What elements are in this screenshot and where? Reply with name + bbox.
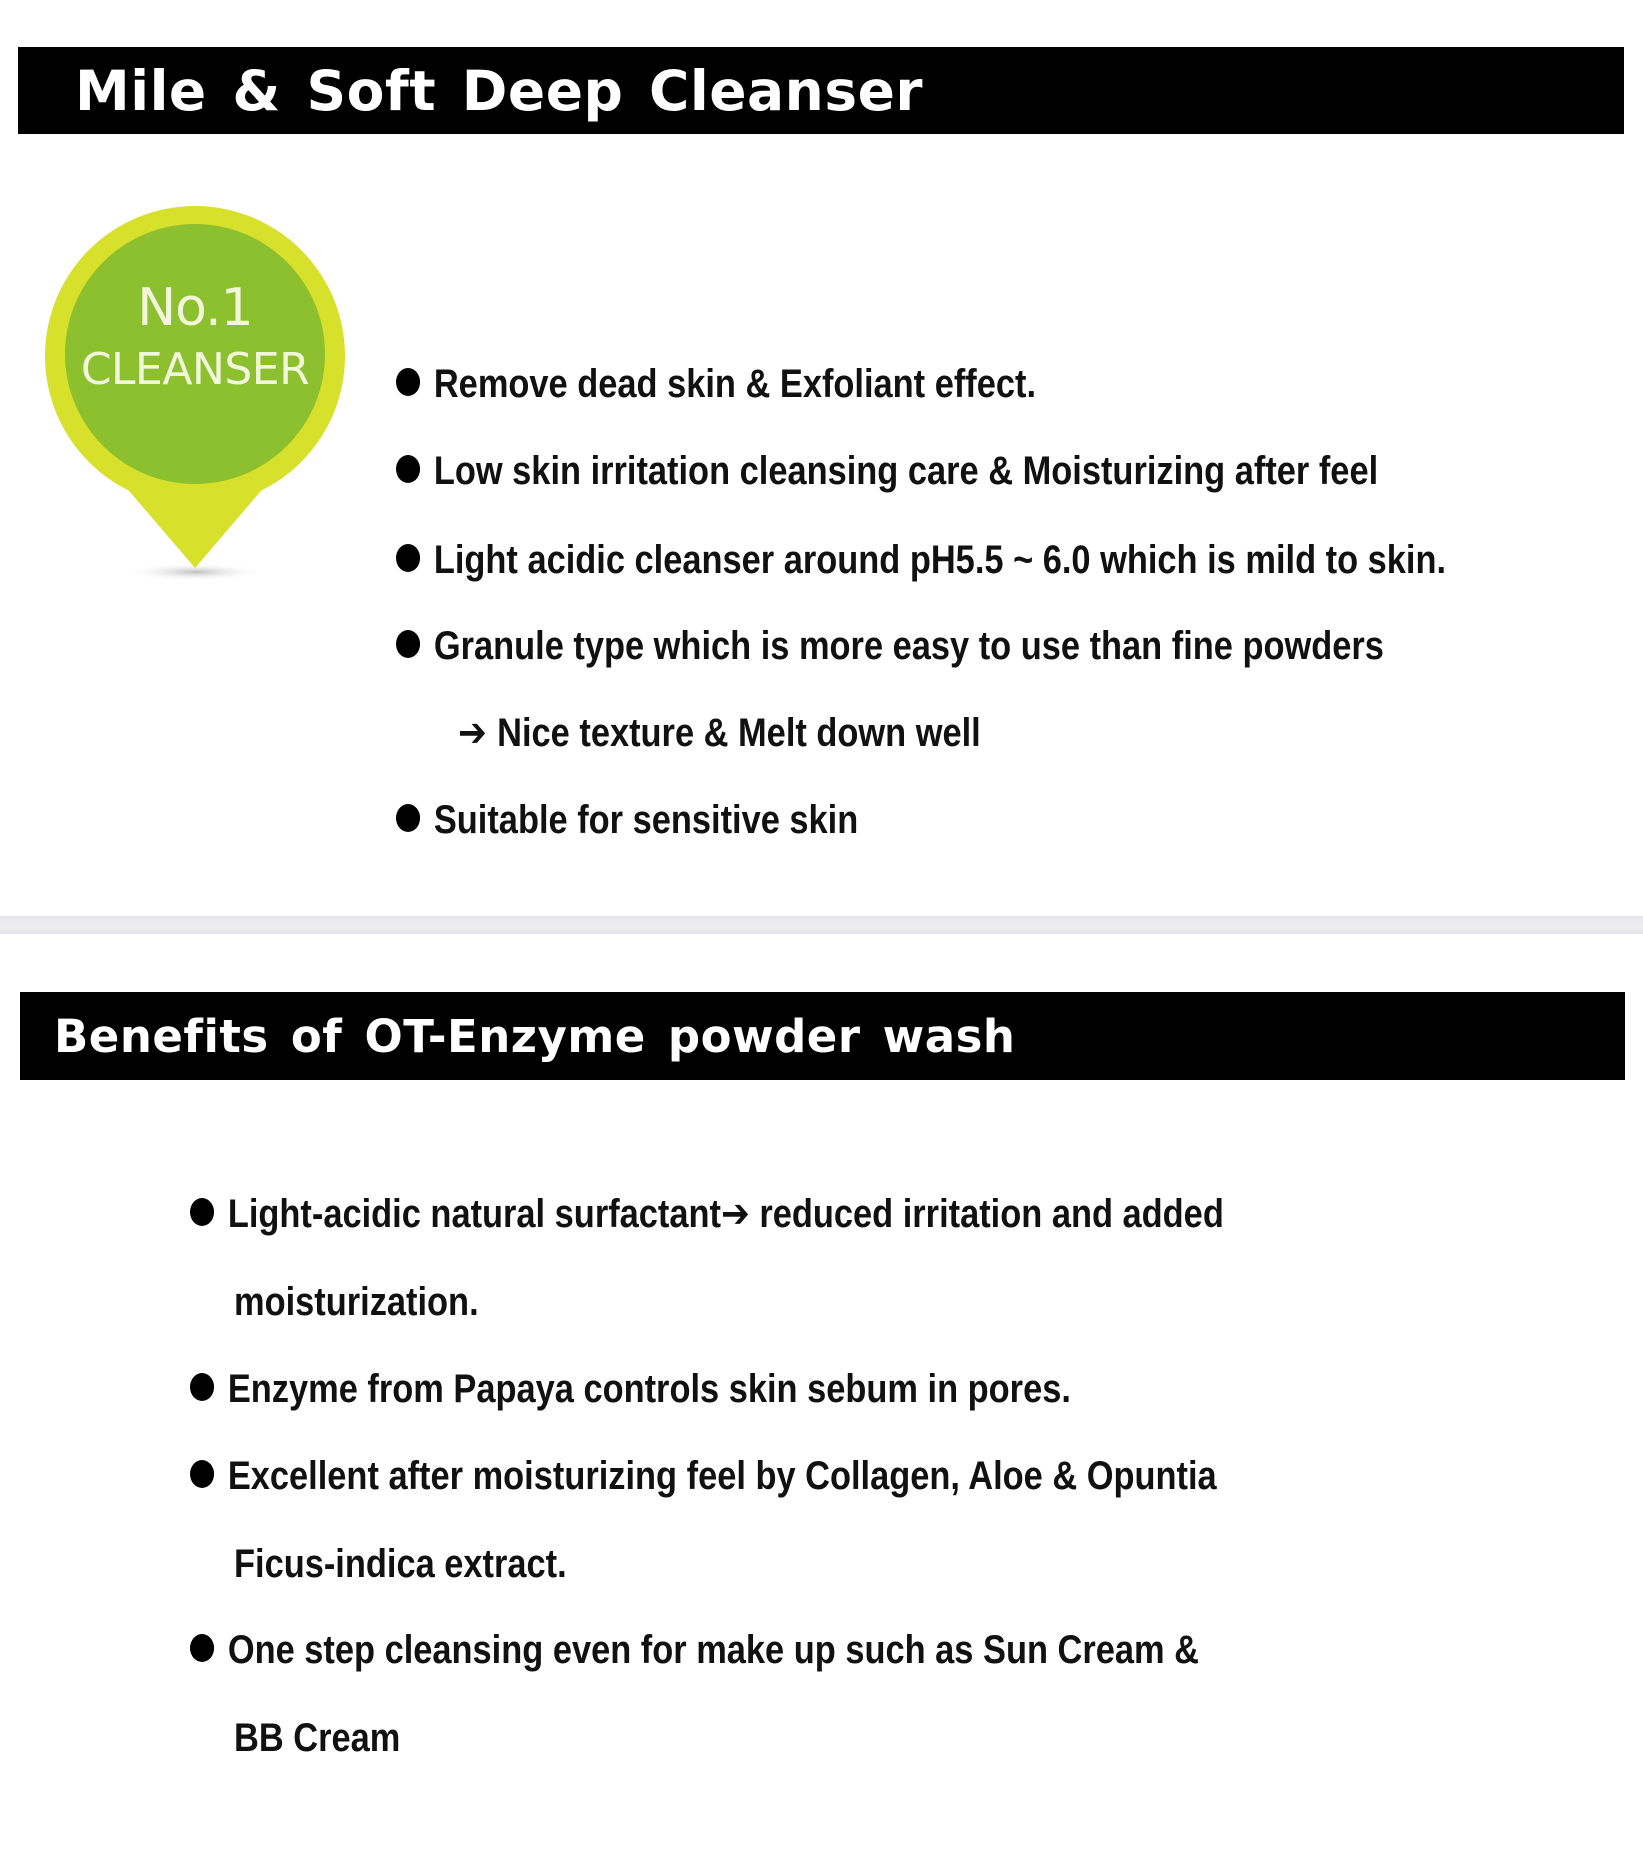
list-item [396, 360, 1036, 408]
benefits-title-bar [20, 992, 1625, 1080]
list-item-text: Enzyme from Papaya controls skin sebum in pores. [227, 1367, 1071, 1411]
list-item [190, 1190, 1224, 1238]
sub-list-item [458, 709, 981, 757]
list-item-text: Excellent after moisturizing feel by Collagen, Aloe & Opuntia [227, 1454, 1217, 1498]
product-title-bar [18, 47, 1624, 134]
list-item [190, 1452, 1217, 1500]
sub-list-item-text: Nice texture & Melt down well [497, 711, 981, 755]
bullet-icon [396, 804, 420, 832]
list-item [190, 1626, 1199, 1674]
list-item-text: Granule type which is more easy to use than fine powders [433, 624, 1384, 668]
list-item [396, 622, 1384, 670]
map-pin-icon [40, 206, 350, 596]
list-item-text: moisturization. [234, 1280, 479, 1324]
bullet-icon [190, 1460, 214, 1488]
list-item [396, 796, 858, 844]
list-item-continuation [234, 1278, 479, 1326]
arrow-right-icon: ➔ [458, 710, 487, 756]
list-item [396, 447, 1378, 495]
no1-cleanser-badge [40, 206, 350, 596]
list-item-continuation [234, 1540, 567, 1588]
badge-line-cleanser: CLEANSER [80, 344, 310, 395]
bullet-icon [190, 1634, 214, 1662]
bullet-icon [396, 368, 420, 396]
list-item-continuation [234, 1714, 400, 1762]
bullet-icon [396, 544, 420, 572]
bullet-icon [396, 455, 420, 483]
list-item-text: Light acidic cleanser around pH5.5 ~ 6.0 which is mild to skin. [433, 538, 1447, 582]
list-item-text-cont: reduced irritation and added [749, 1192, 1224, 1236]
bullet-icon [190, 1373, 214, 1401]
benefits-title: Benefits of OT-Enzyme powder wash [54, 1009, 1016, 1063]
product-title: Mile & Soft Deep Cleanser [75, 58, 923, 123]
list-item-text: Remove dead skin & Exfoliant effect. [433, 362, 1037, 406]
list-item-text: Light-acidic natural surfactant [227, 1192, 721, 1236]
badge-line-no1: No.1 [137, 278, 253, 338]
list-item-text: BB Cream [234, 1716, 401, 1760]
list-item-text: Suitable for sensitive skin [433, 798, 859, 842]
bullet-icon [396, 630, 420, 658]
arrow-right-icon: ➔ [720, 1191, 750, 1237]
list-item [190, 1365, 1071, 1413]
list-item-text: Low skin irritation cleansing care & Moisturizing after feel [433, 449, 1379, 493]
bullet-icon [190, 1198, 214, 1226]
section-divider [0, 916, 1643, 934]
list-item-text: One step cleansing even for make up such as Sun Cream & [227, 1628, 1200, 1672]
list-item [396, 536, 1446, 584]
list-item-text: Ficus-indica extract. [234, 1542, 567, 1586]
